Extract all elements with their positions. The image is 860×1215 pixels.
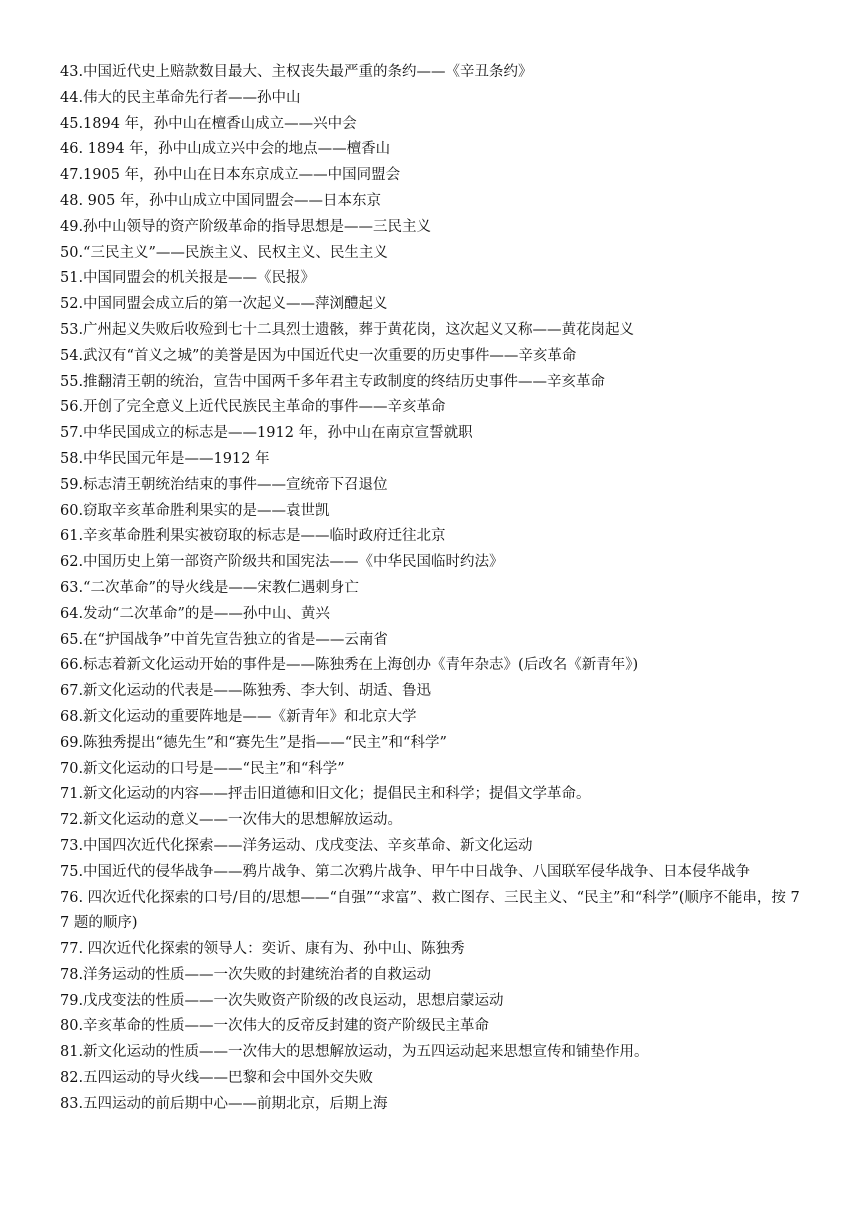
- text-line: 51.中国同盟会的机关报是——《民报》: [60, 270, 316, 287]
- text-line: 45.1894 年，孙中山在檀香山成立——兴中会: [60, 115, 357, 132]
- text-line: 78.洋务运动的性质——一次失败的封建统治者的自救运动: [60, 966, 432, 983]
- text-line: 76. 四次近代化探索的口号/目的/思想——“自强”“求富”、救亡图存、三民主义、“民主”和“科学”(顺序不能串，按 77 题的顺序): [60, 889, 800, 932]
- text-line: 46. 1894 年，孙中山成立兴中会的地点——檀香山: [60, 141, 391, 158]
- text-line: 63.“二次革命”的导火线是——宋教仁遇刺身亡: [60, 579, 359, 596]
- text-line: 73.中国四次近代化探索——洋务运动、戊戌变法、辛亥革命、新文化运动: [60, 837, 533, 854]
- text-line: 83.五四运动的前后期中心——前期北京，后期上海: [60, 1095, 388, 1112]
- text-line: 49.孙中山领导的资产阶级革命的指导思想是——三民主义: [60, 218, 432, 235]
- text-line: 48. 905 年，孙中山成立中国同盟会——日本东京: [60, 192, 381, 209]
- text-line: 56.开创了完全意义上近代民族民主革命的事件——辛亥革命: [60, 399, 446, 416]
- text-line: 68.新文化运动的重要阵地是——《新青年》和北京大学: [60, 708, 417, 725]
- text-line: 79.戊戌变法的性质——一次失败资产阶级的改良运动，思想启蒙运动: [60, 992, 504, 1009]
- text-line: 71.新文化运动的内容——抨击旧道德和旧文化；提倡民主和科学；提倡文学革命。: [60, 786, 591, 803]
- text-line: 64.发动“二次革命”的是——孙中山、黄兴: [60, 605, 330, 622]
- text-line: 58.中华民国元年是——1912 年: [60, 450, 270, 467]
- text-line: 54.武汉有“首义之城”的美誉是因为中国近代史一次重要的历史事件——辛亥革命: [60, 347, 577, 364]
- text-line: 57.中华民国成立的标志是——1912 年，孙中山在南京宣誓就职: [60, 425, 473, 442]
- text-line: 43.中国近代史上赔款数目最大、主权丧失最严重的条约——《辛丑条约》: [60, 64, 533, 80]
- text-line: 67.新文化运动的代表是——陈独秀、李大钊、胡适、鲁迅: [60, 683, 432, 700]
- text-line: 65.在“护国战争”中首先宣告独立的省是——云南省: [60, 631, 388, 648]
- text-line: 81.新文化运动的性质——一次伟大的思想解放运动，为五四运动起来思想宣传和铺垫作用。: [60, 1044, 649, 1061]
- document-page: [60, 60, 805, 1118]
- text-line: 52.中国同盟会成立后的第一次起义——萍浏醴起义: [60, 296, 388, 313]
- text-line: 61.辛亥革命胜利果实被窃取的标志是——临时政府迁往北京: [60, 528, 446, 545]
- text-line: 69.陈独秀提出“德先生”和“赛先生”是指——“民主”和“科学”: [60, 734, 447, 751]
- text-line: 60.窃取辛亥革命胜利果实的是——袁世凯: [60, 502, 330, 519]
- text-line: 53.广州起义失败后收殓到七十二具烈士遗骸，葬于黄花岗，这次起义又称——黄花岗起义: [60, 321, 635, 338]
- text-line: 70.新文化运动的口号是——“民主”和“科学”: [60, 760, 345, 777]
- text-line: 62.中国历史上第一部资产阶级共和国宪法——《中华民国临时约法》: [60, 554, 504, 571]
- text-line: 44.伟大的民主革命先行者——孙中山: [60, 89, 301, 106]
- text-line: 80.辛亥革命的性质——一次伟大的反帝反封建的资产阶级民主革命: [60, 1018, 490, 1035]
- text-line: 72.新文化运动的意义——一次伟大的思想解放运动。: [60, 812, 403, 829]
- text-line: 77. 四次近代化探索的领导人：奕䜣、康有为、孙中山、陈独秀: [60, 941, 465, 958]
- text-line: 75.中国近代的侵华战争——鸦片战争、第二次鸦片战争、甲午中日战争、八国联军侵华战争、日本侵华战争: [60, 863, 751, 880]
- text-line: 55.推翻清王朝的统治，宣告中国两千多年君主专政制度的终结历史事件——辛亥革命: [60, 373, 606, 390]
- text-line: 50.“三民主义”——民族主义、民权主义、民生主义: [60, 244, 388, 261]
- text-line: 66.标志着新文化运动开始的事件是——陈独秀在上海创办《青年杂志》(后改名《新青年》): [60, 657, 639, 674]
- text-line: 82.五四运动的导火线——巴黎和会中国外交失败: [60, 1070, 374, 1087]
- text-line: 59.标志清王朝统治结束的事件——宣统帝下召退位: [60, 476, 388, 493]
- text-line: 47.1905 年，孙中山在日本东京成立——中国同盟会: [60, 167, 401, 184]
